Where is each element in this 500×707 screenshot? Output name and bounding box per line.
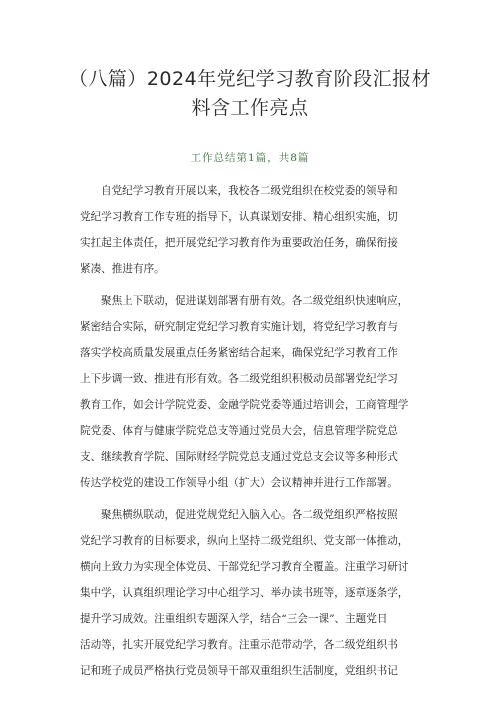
paragraph-1-line-1: 自党纪学习教育开展以来，我校各二级党组织在校党委的领导和 <box>101 185 398 197</box>
paragraph-3-line-4: 集中学，认真组织理论学习中心组学习、举办读书班等，逐章逐条学， <box>80 587 409 599</box>
paragraph-2-line-3: 落实学校高质量发展重点任务紧密结合起来，确保党纪学习教育工作 <box>80 347 398 359</box>
paragraph-2-line-7: 支、继续教育学院、国际财经学院党总支通过党总支会议等多种形式 <box>80 451 398 463</box>
paragraph-3-line-3: 横向上致力为实现全体党员、干部党纪学习教育全覆盖。注重学习研讨 <box>80 561 409 573</box>
document-title-line-2: 料含工作亮点 <box>191 97 309 119</box>
document-subtitle: 工作总结第1篇，共8篇 <box>190 152 310 164</box>
paragraph-3-line-7: 记和班子成员严格执行党员领导干部双重组织生活制度，党组织书记 <box>80 665 398 677</box>
paragraph-2-line-4: 上下步调一致、推进有形有效。各二级党组织积极动员部署党纪学习 <box>80 373 398 385</box>
paragraph-2-line-2: 紧密结合实际，研究制定党纪学习教育实施计划，将党纪学习教育与 <box>80 321 398 333</box>
document-title-line-1: （八篇）2024年党纪学习教育阶段汇报材 <box>68 68 432 90</box>
paragraph-2-line-6: 院党委、体育与健康学院党总支等通过党员大会，信息管理学院党总 <box>80 425 398 437</box>
paragraph-3-line-5: 提升学习成效。注重组织专题深入学，结合“三会一课”、主题党日 <box>80 613 388 625</box>
paragraph-3-line-2: 党纪学习教育的目标要求，纵向上坚持二级党组织、党支部一体推动， <box>80 535 409 547</box>
paragraph-3-line-1: 聚焦横纵联动，促进党规党纪入脑入心。各二级党组织严格按照 <box>101 509 398 521</box>
paragraph-2-line-5: 教育工作，如会计学院党委、金融学院党委等通过培训会，工商管理学 <box>80 399 409 411</box>
paragraph-2-line-1: 聚焦上下联动，促进谋划部署有册有效。各二级党组织快速响应， <box>101 295 409 307</box>
paragraph-1-line-3: 实扛起主体责任，把开展党纪学习教育作为重要政治任务，确保衔接 <box>80 237 398 249</box>
paragraph-2-line-8: 传达学校党的建设工作领导小组（扩大）会议精神并进行工作部署。 <box>80 477 398 489</box>
paragraph-1-line-4: 紧凑、推进有序。 <box>80 263 165 275</box>
paragraph-1-line-2: 党纪学习教育工作专班的指导下，认真谋划安排、精心组织实施，切 <box>80 211 398 223</box>
paragraph-3-line-6: 活动等，扎实开展党纪学习教育。注重示范带动学，各二级党组织书 <box>80 639 398 651</box>
